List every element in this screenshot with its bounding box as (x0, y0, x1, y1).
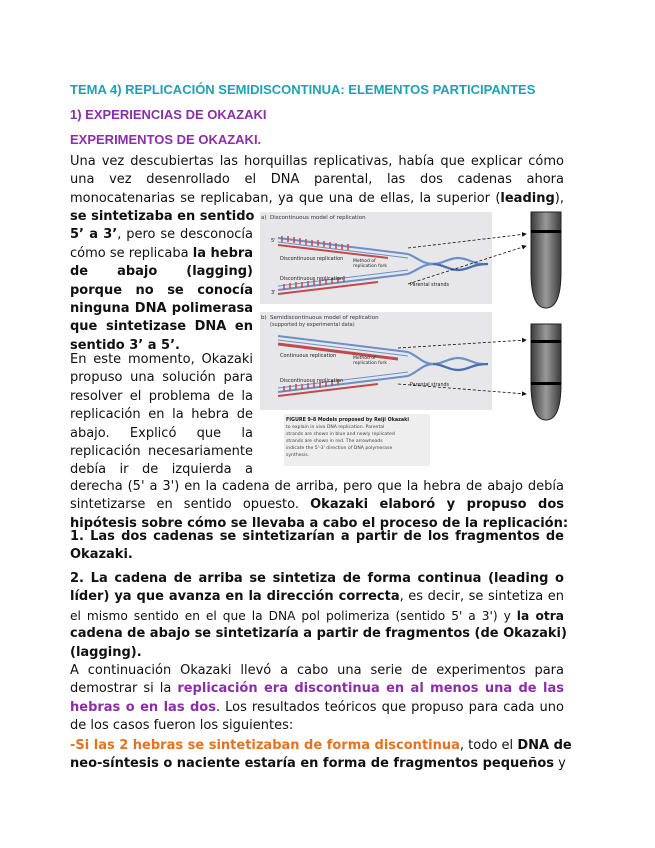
para-line: de los casos fueron los siguientes: (70, 718, 294, 734)
hypothesis-2 (70, 570, 567, 662)
para-line: resolver el problema de la (70, 388, 253, 404)
panel-b-subtitle: (supported by experimental data) (270, 322, 355, 328)
caption-line: strands are shown in red. The arrowheads (286, 439, 383, 444)
para-line: debía ir de izquierda a (70, 462, 253, 478)
hypothesis-line: el mismo sentido en el que la DNA pol polimeriza (sentido 5' a 3') y la otra (70, 608, 564, 623)
intro-paragraph (70, 153, 564, 208)
okazaki-models-figure (258, 208, 570, 466)
para-line: A continuación Okazaki llevó a cabo una serie de experimentos para (70, 663, 564, 678)
results-paragraph (70, 662, 564, 736)
hypothesis-line: cadena de abajo se sintetizaría a partir de fragmentos (de Okazaki) (70, 626, 567, 642)
para-line: hebras o en las dos. Los resultados teóricos que propuso para cada uno (70, 699, 564, 715)
panel-a-disc-label: Discontinuous replication (280, 256, 344, 262)
section-heading: 1) EXPERIENCIAS DE OKAZAKI (70, 107, 267, 122)
intro-line: se sintetizaba en sentido (70, 209, 255, 224)
panel-a-method-label2: replication fork (353, 264, 387, 269)
panel-b-method-label: Method of (353, 356, 376, 361)
para-line: sintetizarse en sentido opuesto. Okazaki elaboró y propuso dos (70, 497, 565, 513)
discontinuous-case-paragraph (70, 737, 572, 774)
para-line: hipótesis sobre cómo se llevaba a cabo el proceso de la replicación: (70, 515, 569, 531)
intro-line: ninguna DNA polimerasa (70, 301, 253, 317)
dna-band (531, 230, 561, 233)
caption-line: to explain in vivo DNA replication. Parental (286, 425, 385, 430)
para-line: demostrar si la replicación era discontinua en al menos una de las (70, 681, 564, 697)
para-line: abajo. Explicó que la (70, 425, 253, 441)
intro-paragraph-narrow (70, 208, 253, 355)
hypothesis-line: (lagging). (70, 644, 142, 660)
topic-heading: TEMA 4) REPLICACIÓN SEMIDISCONTINUA: ELEMENTOS PARTICIPANTES (70, 82, 536, 97)
hypothesis-1 (70, 528, 564, 565)
para-line: En este momento, Okazaki (70, 352, 253, 367)
dna-band (531, 340, 561, 343)
intro-line: 5’ a 3’, pero se desconocía (70, 227, 253, 243)
caption-title: FIGURE 9-8 Models proposed by Reiji Okazaki (286, 418, 409, 423)
panel-a-method-label: Method of (353, 259, 376, 264)
panel-b-parental-label: Parental strands (410, 383, 450, 388)
intro-line: Una vez descubiertas las horquillas replicativas, había que explicar cómo (70, 154, 564, 169)
para-line: neo-síntesis o naciente estaría en forma de fragmentos pequeños y (70, 756, 566, 772)
panel-b-title: Semidiscontinuous model of replication (270, 315, 379, 321)
hypothesis-line: Okazaki. (70, 547, 133, 563)
subsection-heading: EXPERIMENTOS DE OKAZAKI. (70, 132, 262, 147)
para-line: propuso una solución para (70, 370, 253, 386)
centrifuge-tube-top (530, 212, 562, 308)
intro-line: de abajo (lagging) (70, 264, 253, 280)
okazaki-paragraph (70, 478, 569, 533)
intro-line: cómo se replicaba la hebra (70, 245, 254, 261)
para-line: derecha (5' a 3') en la cadena de arriba, pero que la hebra de abajo debía (70, 479, 564, 494)
hypothesis-line: líder) ya que avanza en la dirección correcta, es decir, se sintetiza en (70, 589, 564, 605)
caption-line: indicate the 5'-3' direction of DNA polymerase (286, 446, 393, 451)
dna-band (531, 382, 561, 385)
intro-line: porque no se conocía (70, 282, 253, 298)
intro-line: que sintetizase DNA en (70, 319, 253, 335)
intro-line: una vez desenrollado el DNA parental, las dos cadenas ahora (70, 172, 564, 188)
panel-a-parental-label: Parental strands (410, 283, 450, 288)
panel-a-title: Discontinuous model of replication (270, 215, 366, 221)
para-line: replicación en la hebra de (70, 407, 253, 423)
five-prime-label: 5' (271, 238, 276, 244)
panel-b-method-label2: replication fork (353, 361, 387, 366)
panel-a-disc-label-2: Discontinuous replication (280, 276, 344, 282)
panel-b-label: b) (261, 315, 267, 321)
hypothesis-line: 2. La cadena de arriba se sintetiza de forma continua (leading o (70, 571, 564, 586)
caption-line: synthesis. (286, 453, 310, 458)
okazaki-paragraph-narrow (70, 351, 253, 480)
three-prime-label: 3' (271, 290, 276, 296)
panel-b-cont-label: Continuous replication (280, 353, 337, 359)
para-line: replicación necesariamente (70, 444, 253, 460)
centrifuge-tube-bottom (530, 324, 562, 420)
intro-line: monocatenarias se replicaban, ya que una de ellas, la superior (leading), (70, 190, 564, 206)
intro-line: sentido 3’ a 5’. (70, 337, 180, 353)
panel-a-label: a) (261, 215, 267, 221)
caption-line: strands are shown in blue and newly replicated (286, 432, 395, 437)
hypothesis-line: 1. Las dos cadenas se sintetizarían a partir de los fragmentos de (70, 529, 564, 544)
panel-b-disc-label: Discontinuous replication (280, 378, 344, 384)
para-line: -Si las 2 hebras se sintetizaban de forma discontinua, todo el DNA de (70, 738, 572, 753)
